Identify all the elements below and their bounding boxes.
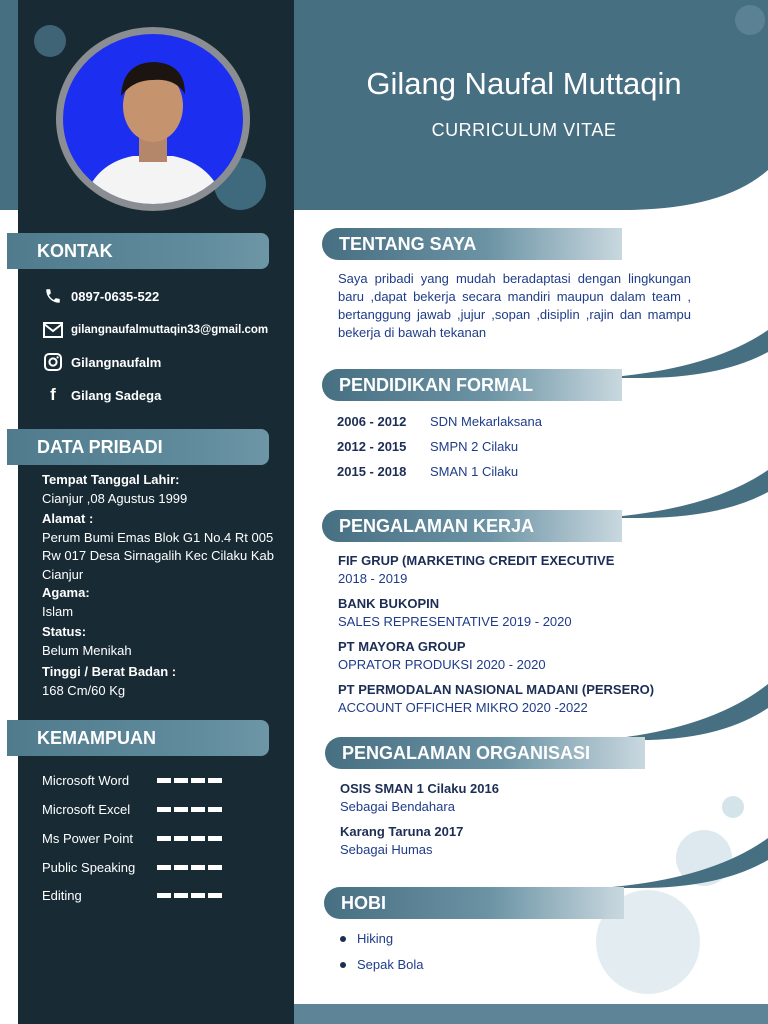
profile-photo (63, 34, 243, 204)
section-header-skills: KEMAMPUAN (7, 720, 269, 756)
skill-name: Microsoft Excel (42, 802, 131, 817)
skill-name: Microsoft Word (42, 773, 130, 788)
about-text: Saya pribadi yang mudah beradaptasi dengan lingkungan baru ,dapat bekerja secara mandiri maupun dalam team , bertanggung jawab ,jujur ,sopan ,disiplin ,rajin dan mampu bekerja di bawah tekanan (338, 271, 691, 340)
skill-level-bars (157, 865, 222, 870)
work-company: PT PERMODALAN NASIONAL MADANI (PERSERO) (338, 682, 655, 697)
work-detail: SALES REPRESENTATIVE 2019 - 2020 (338, 614, 572, 629)
education-school: SMAN 1 Cilaku (430, 464, 519, 479)
section-header-work: PENGALAMAN KERJA (322, 510, 622, 542)
skill-level-bars (157, 778, 222, 783)
contact-phone[interactable] (42, 286, 159, 306)
personal-value: Cianjur ,08 Agustus 1999 (42, 490, 188, 506)
instagram-icon (42, 352, 64, 372)
organization-item (340, 780, 499, 816)
skill-level-bars (157, 807, 222, 812)
organization-role: Sebagai Bendahara (340, 799, 455, 814)
work-detail: 2018 - 2019 (338, 571, 408, 586)
decor-circle (722, 796, 744, 818)
education-item (337, 439, 518, 454)
personal-birth (42, 471, 287, 508)
section-header-organization: PENGALAMAN ORGANISASI (325, 737, 645, 769)
education-item (337, 414, 542, 429)
phone-icon (42, 286, 64, 306)
work-detail: ACCOUNT OFFICHER MIKRO 2020 -2022 (338, 700, 588, 715)
bullet-icon (340, 936, 346, 942)
personal-value: 168 Cm/60 Kg (42, 682, 126, 698)
section-header-personal: DATA PRIBADI (7, 429, 269, 465)
personal-address (42, 510, 287, 584)
hobby-text: Sepak Bola (357, 957, 424, 972)
personal-value: Islam (42, 603, 74, 619)
facebook-icon: f (50, 385, 56, 404)
work-item (338, 595, 572, 631)
personal-status (42, 623, 287, 660)
personal-label: Agama: (42, 585, 90, 600)
work-company: FIF GRUP (MARKETING CREDIT EXECUTIVE (338, 553, 615, 568)
skill-level-bars (157, 893, 222, 898)
facebook-text: Gilang Sadega (71, 387, 162, 403)
education-school: SMPN 2 Cilaku (430, 439, 519, 454)
education-years: 2015 - 2018 (337, 464, 407, 479)
work-item (338, 552, 614, 588)
skill-item (42, 802, 232, 817)
person-silhouette (63, 34, 243, 204)
work-company: BANK BUKOPIN (338, 596, 440, 611)
skill-item (42, 860, 232, 875)
contact-email[interactable] (42, 320, 268, 340)
bullet-icon (340, 962, 346, 968)
personal-label: Status: (42, 624, 87, 639)
footer-band (293, 1004, 768, 1024)
hobby-item (340, 957, 424, 972)
skill-name: Editing (42, 888, 82, 903)
mail-icon (42, 320, 64, 340)
education-school: SDN Mekarlaksana (430, 414, 542, 429)
personal-religion (42, 584, 287, 621)
organization-role: Sebagai Humas (340, 842, 433, 857)
personal-height-weight (42, 663, 287, 700)
decor-circle (735, 5, 765, 35)
phone-text: 0897-0635-522 (71, 288, 160, 304)
work-item (338, 681, 654, 717)
education-years: 2012 - 2015 (337, 439, 407, 454)
contact-instagram[interactable] (42, 352, 161, 372)
work-item (338, 638, 546, 674)
section-swoosh (600, 838, 768, 888)
section-header-education: PENDIDIKAN FORMAL (322, 369, 622, 401)
contact-facebook[interactable] (42, 385, 161, 405)
skill-item (42, 888, 232, 903)
decor-circle (34, 25, 66, 57)
document-subtitle: CURRICULUM VITAE (431, 120, 617, 140)
work-detail: OPRATOR PRODUKSI 2020 - 2020 (338, 657, 546, 672)
skill-name: Public Speaking (42, 860, 136, 875)
organization-name: Karang Taruna 2017 (340, 824, 464, 839)
email-text: gilangnaufalmuttaqin33@gmail.com (71, 324, 269, 336)
personal-label: Alamat : (42, 511, 94, 526)
personal-value: Perum Bumi Emas Blok G1 No.4 Rt 005 Rw 017 Desa Sirnagalih Kec Cilaku Kab Cianjur (42, 529, 274, 582)
personal-label: Tinggi / Berat Badan : (42, 664, 177, 679)
full-name: Gilang Naufal Muttaqin (366, 66, 682, 101)
organization-item (340, 823, 463, 859)
section-header-about: TENTANG SAYA (322, 228, 622, 260)
section-header-contact: KONTAK (7, 233, 269, 269)
education-item (337, 464, 518, 479)
personal-value: Belum Menikah (42, 642, 132, 658)
organization-name: OSIS SMAN 1 Cilaku 2016 (340, 781, 499, 796)
section-swoosh (600, 470, 768, 518)
instagram-text: Gilangnaufalm (71, 354, 162, 370)
hobby-text: Hiking (357, 931, 394, 946)
skill-name: Ms Power Point (42, 831, 134, 846)
skill-item (42, 831, 232, 846)
hobby-item (340, 931, 393, 946)
personal-label: Tempat Tanggal Lahir: (42, 472, 180, 487)
section-header-hobby: HOBI (324, 887, 624, 919)
education-years: 2006 - 2012 (337, 414, 407, 429)
skill-level-bars (157, 836, 222, 841)
skill-item (42, 773, 232, 788)
work-company: PT MAYORA GROUP (338, 639, 466, 654)
